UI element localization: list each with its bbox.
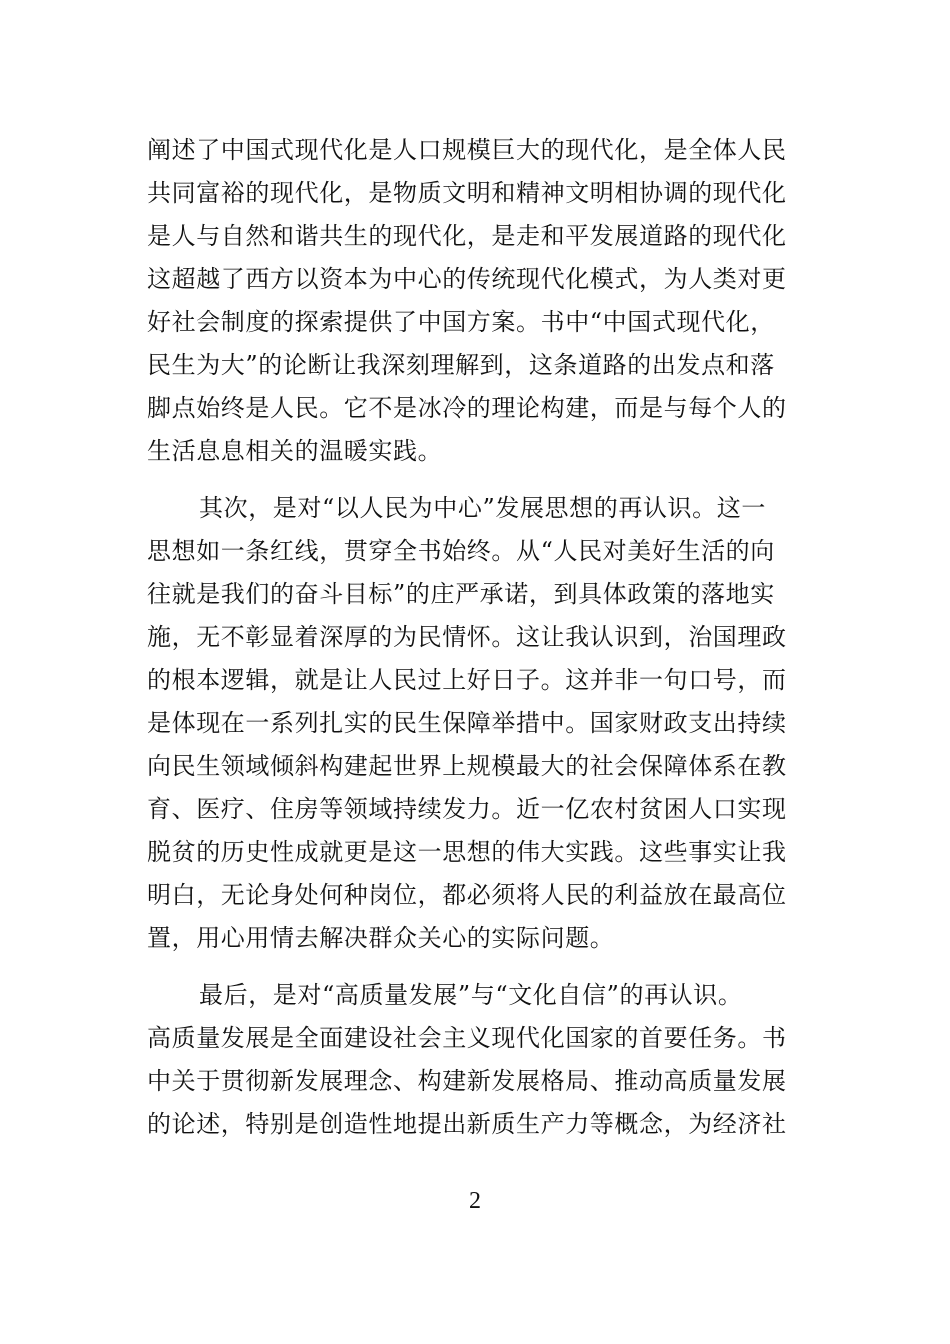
paragraph-3 bbox=[147, 974, 807, 1146]
paragraph-line: 民生为大”的论断让我深刻理解到，这条道路的出发点和落 bbox=[147, 351, 775, 379]
paragraph-line: 脱贫的历史性成就更是这一思想的伟大实践。这些事实让我 bbox=[147, 838, 787, 866]
paragraph-line: 阐述了中国式现代化是人口规模巨大的现代化，是全体人民 bbox=[147, 136, 787, 164]
paragraph-line: 的根本逻辑，就是让人民过上好日子。这并非一句口号，而 bbox=[147, 666, 787, 694]
paragraph-line: 生活息息相关的温暖实践。 bbox=[147, 437, 443, 465]
paragraph-line: 最后，是对“高质量发展”与“文化自信”的再认识。 bbox=[199, 981, 743, 1009]
paragraph-line: 脚点始终是人民。它不是冰冷的理论构建，而是与每个人的 bbox=[147, 394, 787, 422]
paragraph-line: 是人与自然和谐共生的现代化，是走和平发展道路的现代化 bbox=[147, 222, 787, 250]
paragraph-line: 思想如一条红线，贯穿全书始终。从“人民对美好生活的向 bbox=[147, 537, 775, 565]
paragraph-line: 明白，无论身处何种岗位，都必须将人民的利益放在最高位 bbox=[147, 881, 787, 909]
paragraph-line: 其次，是对“以人民为中心”发展思想的再认识。这一 bbox=[199, 494, 766, 522]
paragraph-line: 施，无不彰显着深厚的为民情怀。这让我认识到，治国理政 bbox=[147, 623, 787, 651]
paragraph-line: 这超越了西方以资本为中心的传统现代化模式，为人类对更 bbox=[147, 265, 787, 293]
paragraph-line: 中关于贯彻新发展理念、构建新发展格局、推动高质量发展 bbox=[147, 1067, 787, 1095]
page-number: 2 bbox=[469, 1188, 481, 1214]
paragraph-line: 好社会制度的探索提供了中国方案。书中“中国式现代化， bbox=[147, 308, 775, 336]
document-body bbox=[147, 129, 807, 1146]
paragraph-line: 置，用心用情去解决群众关心的实际问题。 bbox=[147, 924, 615, 952]
paragraph-line: 的论述，特别是创造性地提出新质生产力等概念，为经济社 bbox=[147, 1110, 787, 1138]
paragraph-line: 高质量发展是全面建设社会主义现代化国家的首要任务。书 bbox=[147, 1024, 787, 1052]
paragraph-1 bbox=[147, 129, 807, 473]
paragraph-line: 育、医疗、住房等领域持续发力。近一亿农村贫困人口实现 bbox=[147, 795, 787, 823]
paragraph-line: 共同富裕的现代化，是物质文明和精神文明相协调的现代化 bbox=[147, 179, 787, 207]
paragraph-line: 往就是我们的奋斗目标”的庄严承诺，到具体政策的落地实 bbox=[147, 580, 775, 608]
paragraph-line: 向民生领域倾斜构建起世界上规模最大的社会保障体系在教 bbox=[147, 752, 787, 780]
paragraph-line: 是体现在一系列扎实的民生保障举措中。国家财政支出持续 bbox=[147, 709, 787, 737]
paragraph-2 bbox=[147, 487, 807, 960]
